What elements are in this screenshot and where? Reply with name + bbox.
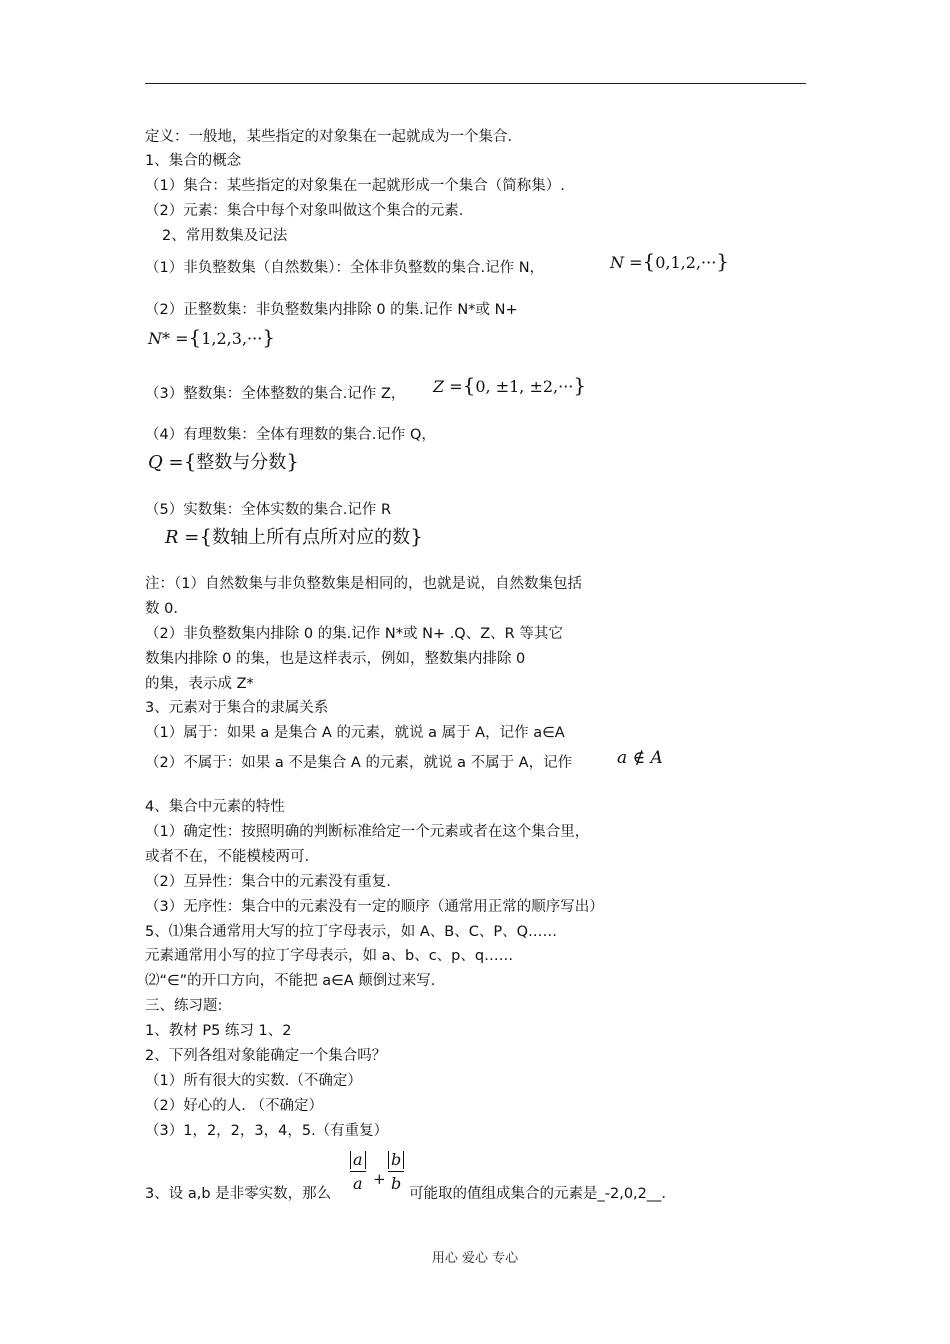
text-line: （2）非负整数集内排除 0 的集.记作 N*或 N+ .Q、Z、R 等其它 xyxy=(145,626,563,642)
text-line: 的集，表示成 Z* xyxy=(145,676,254,692)
formula-positive-integers: N* ={1,2,3,···} xyxy=(148,325,276,349)
text-line: （2）互异性：集合中的元素没有重复. xyxy=(145,874,391,890)
text-line: 数 0. xyxy=(145,601,178,617)
formula-rationals: Q ={整数与分数} xyxy=(148,449,300,473)
text-line: 可能取的值组成集合的元素是_-2,0,2__. xyxy=(409,1186,666,1202)
text-line: 1、集合的概念 xyxy=(145,153,242,169)
text-line: （1）所有很大的实数.（不确定） xyxy=(145,1073,362,1089)
text-line: 元素通常用小写的拉丁字母表示，如 a、b、c、p、q…… xyxy=(145,948,514,964)
page-footer: 用心 爱心 专心 xyxy=(431,1251,519,1266)
formula-not-belong: a ∉ A xyxy=(617,748,663,768)
text-line: （3）1，2，2，3，4，5.（有重复） xyxy=(145,1123,389,1139)
text-line: 1、教材 P5 练习 1、2 xyxy=(145,1023,292,1039)
text-line: （5）实数集：全体实数的集合.记作 R xyxy=(145,502,392,518)
header-rule xyxy=(145,83,806,84)
fraction-abs-b-over-b: b b xyxy=(388,1150,404,1193)
text-line: 4、集合中元素的特性 xyxy=(145,799,285,815)
text-line: 5、⑴集合通常用大写的拉丁字母表示，如 A、B、C、P、Q…… xyxy=(145,924,557,940)
text-line: 3、设 a,b 是非零实数，那么 xyxy=(145,1186,332,1202)
text-line: （2）不属于：如果 a 不是集合 A 的元素，就说 a 不属于 A，记作 xyxy=(145,755,573,771)
text-line: （1）属于：如果 a 是集合 A 的元素，就说 a 属于 A，记作 a∈A xyxy=(145,725,565,741)
text-line: 3、元素对于集合的隶属关系 xyxy=(145,700,329,716)
formula-natural-numbers: N ={0,1,2,···} xyxy=(610,249,730,273)
text-line: （2）好心的人. （不确定） xyxy=(145,1098,323,1114)
text-line: ⑵“∈”的开口方向，不能把 a∈A 颠倒过来写. xyxy=(145,973,436,989)
text-line: 三、练习题: xyxy=(145,998,223,1014)
text-line: （4）有理数集：全体有理数的集合.记作 Q， xyxy=(145,427,436,443)
text-line: 数集内排除 0 的集，也是这样表示，例如，整数集内排除 0 xyxy=(145,651,526,667)
text-line: （1）集合：某些指定的对象集在一起就形成一个集合（简称集）. xyxy=(145,178,565,194)
text-line: 注：（1）自然数集与非负整数集是相同的，也就是说，自然数集包括 xyxy=(145,576,582,592)
text-line: 定义：一般地，某些指定的对象集在一起就成为一个集合. xyxy=(145,129,513,145)
text-line: （3）整数集：全体整数的集合.记作 Z， xyxy=(145,386,406,402)
plus-sign: + xyxy=(373,1170,386,1188)
formula-reals: R ={数轴上所有点所对应的数} xyxy=(165,524,423,548)
formula-integers: Z ={0, ±1, ±2,···} xyxy=(433,373,587,397)
text-line: （1）非负整数集（自然数集）：全体非负整数的集合.记作 N， xyxy=(145,260,545,276)
text-line: 2、常用数集及记法 xyxy=(162,228,288,244)
text-line: （1）确定性：按照明确的判断标准给定一个元素或者在这个集合里， xyxy=(145,824,590,840)
text-line: 2、下列各组对象能确定一个集合吗？ xyxy=(145,1048,387,1064)
text-line: （3）无序性：集合中的元素没有一定的顺序（通常用正常的顺序写出） xyxy=(145,899,604,915)
fraction-abs-a-over-a: a a xyxy=(350,1150,366,1193)
text-line: （2）元素：集合中每个对象叫做这个集合的元素. xyxy=(145,203,464,219)
text-line: 或者不在，不能模棱两可. xyxy=(145,849,310,865)
text-line: （2）正整数集：非负整数集内排除 0 的集.记作 N*或 N+ xyxy=(145,302,518,318)
